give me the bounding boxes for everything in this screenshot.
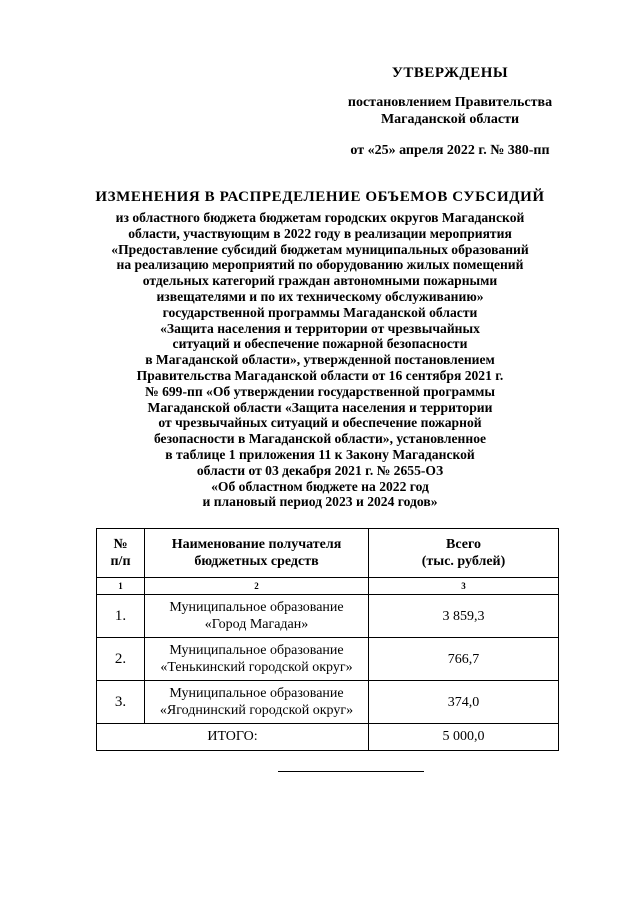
approval-heading: УТВЕРЖДЕНЫ	[391, 65, 509, 81]
total-value: 5 000,0	[369, 724, 559, 751]
approval-date: от «25» апреля 2022 г. № 380-пп	[350, 143, 550, 158]
recipient-line1: Муниципальное образование	[169, 600, 344, 615]
subtitle-line: извещателями и по их техническому обслуживанию»	[156, 288, 484, 304]
approval-block	[330, 64, 570, 159]
document-title: ИЗМЕНЕНИЯ В РАСПРЕДЕЛЕНИЕ ОБЪЕМОВ СУБСИДИЙ	[95, 189, 545, 205]
approval-line-2: Магаданской области	[380, 112, 520, 127]
subtitle-line: области, участвующим в 2022 году в реализации мероприятия	[128, 225, 512, 241]
row-recipient	[145, 595, 369, 638]
header-total-line2: (тыс. рублей)	[421, 554, 506, 569]
recipient-line2: «Город Магадан»	[204, 617, 309, 632]
recipient-line2: «Ягоднинский городской округ»	[159, 703, 354, 718]
row-recipient	[145, 638, 369, 681]
row-number: 2.	[97, 638, 145, 681]
table-row	[97, 681, 559, 724]
recipient-line1: Муниципальное образование	[169, 686, 344, 701]
header-total-line1: Всего	[446, 537, 481, 552]
subtitle-line: в таблице 1 приложения 11 к Закону Магаданской	[165, 446, 475, 462]
header-recipient-line2: бюджетных средств	[194, 554, 319, 569]
subtitle-line: от чрезвычайных ситуаций и обеспечение пожарной	[158, 415, 482, 431]
header-recipient	[145, 529, 369, 578]
column-number-row	[97, 578, 559, 595]
column-number: 3	[369, 578, 559, 595]
column-number: 1	[97, 578, 145, 595]
subtitle-line: государственной программы Магаданской области	[162, 304, 478, 320]
total-label: ИТОГО:	[97, 724, 369, 751]
row-total: 374,0	[369, 681, 559, 724]
row-number: 3.	[97, 681, 145, 724]
total-row	[97, 724, 559, 751]
header-total	[369, 529, 559, 578]
subtitle-line: в Магаданской области», утвержденной постановлением	[145, 352, 495, 368]
subtitle-line: Правительства Магаданской области от 16 сентября 2021 г.	[136, 367, 504, 383]
subtitle-line: отдельных категорий граждан автономными пожарными	[142, 273, 498, 289]
subtitle-line: из областного бюджета бюджетам городских округов Магаданской	[115, 210, 525, 225]
recipient-line1: Муниципальное образование	[169, 643, 344, 658]
closing-rule	[278, 771, 424, 772]
subtitle-line: на реализацию мероприятий по оборудованию жилых помещений	[116, 257, 524, 273]
subtitle-line: безопасности в Магаданской области», установленное	[153, 431, 487, 447]
column-number: 2	[145, 578, 369, 595]
document-subtitle	[90, 210, 550, 510]
approval-line-1: постановлением Правительства	[347, 95, 553, 110]
row-number: 1.	[97, 595, 145, 638]
header-number-line1: №	[113, 537, 128, 552]
subtitle-line: ситуаций и обеспечение пожарной безопасности	[172, 336, 468, 352]
table-row	[97, 595, 559, 638]
subtitle-line: «Об областном бюджете на 2022 год	[211, 478, 429, 494]
table-row	[97, 638, 559, 681]
subtitle-line: области от 03 декабря 2021 г. № 2655-ОЗ	[196, 462, 444, 478]
row-recipient	[145, 681, 369, 724]
row-total: 766,7	[369, 638, 559, 681]
header-number	[97, 529, 145, 578]
table-header-row	[97, 529, 559, 578]
recipient-line2: «Тенькинский городской округ»	[160, 660, 353, 675]
subtitle-line: Магаданской области «Защита населения и территории	[147, 399, 493, 415]
header-number-line2: п/п	[110, 554, 131, 569]
subtitle-line: № 699-пп «Об утверждении государственной программы	[145, 383, 495, 399]
subtitle-line: и плановый период 2023 и 2024 годов»	[202, 494, 438, 510]
subtitle-line: «Предоставление субсидий бюджетам муниципальных образований	[111, 241, 529, 257]
subtitle-line: «Защита населения и территории от чрезвычайных	[160, 320, 480, 336]
header-recipient-line1: Наименование получателя	[171, 537, 342, 552]
row-total: 3 859,3	[369, 595, 559, 638]
subsidy-table	[96, 528, 559, 751]
